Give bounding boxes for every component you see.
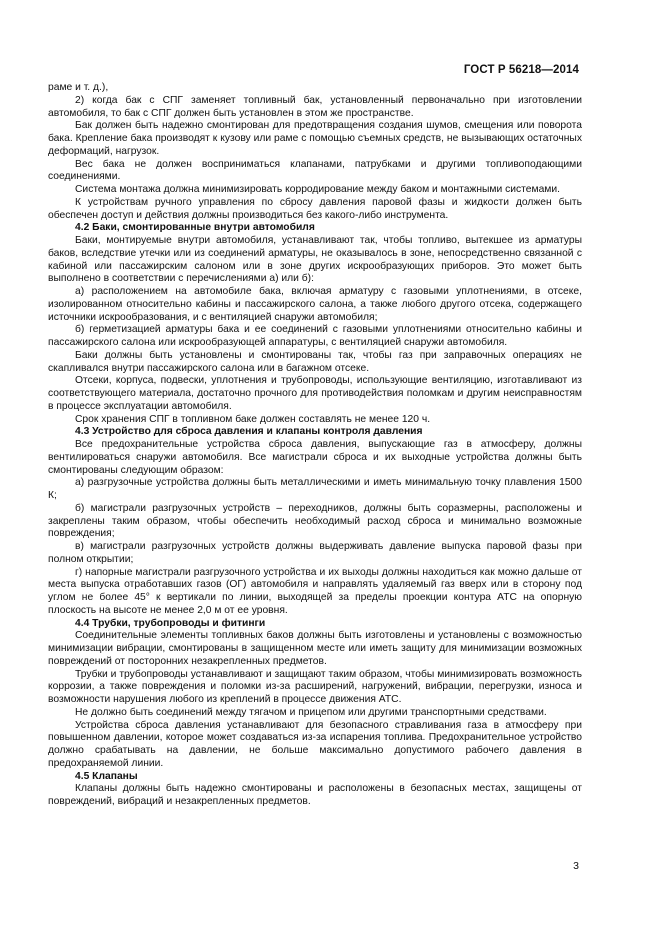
body-paragraph: Баки должны быть установлены и смонтированы так, чтобы газ при заправочных операциях не скапливался внутри пассажирского салона или в багажном отсеке. (48, 349, 582, 374)
document-body (48, 82, 582, 809)
body-paragraph: а) расположением на автомобиле бака, включая арматуру с газовыми уплотнениями, в отсеке, изолированном относительно кабины и пассажирского салона, а также любого другого отсека, содержащего источники искрообразования, и с вентиляцией снаружи автомобиля; (48, 286, 582, 323)
body-paragraph: Все предохранительные устройства сброса давления, выпускающие газ в атмосферу, должны вентилироваться снаружи автомобиля. Все магистрали сброса и их выходные устройства должны быть смонтированы следующим образом: (48, 439, 582, 476)
body-paragraph: Бак должен быть надежно смонтирован для предотвращения создания шумов, смещения или поворота бака. Крепление бака производят к кузову или раме с помощью съемных средств, не вызывающих остаточных деформаций, нагрузок. (48, 120, 582, 157)
body-paragraph: Отсеки, корпуса, подвески, уплотнения и трубопроводы, использующие вентиляцию, изготавливают из соответствующего материала, достаточно прочного для противодействия поломкам и другим неисправностям в процессе эксплуатации автомобиля. (48, 375, 582, 412)
body-paragraph: Трубки и трубопроводы устанавливают и защищают таким образом, чтобы минимизировать возможность коррозии, а также повреждения и поломки из-за расширений, нагружений, вибрации, перегрузки, износа и возможности нарушения любого из креплений в процессе движения АТС. (48, 668, 582, 705)
body-paragraph: Устройства сброса давления устанавливают для безопасного стравливания газа в атмосферу при повышенном давлении, которое может создаваться из-за испарения топлива. Предохранительное устройство должно срабатывать на давлении, не больше максимально допустимого рабочего давления в предохраняемой линии. (48, 719, 582, 769)
body-paragraph: б) герметизацией арматуры бака и ее соединений с газовыми уплотнениями относительно кабины и пассажирского салона или искрообразующей аппаратуры, с вентиляцией снаружи автомобиля. (48, 324, 582, 348)
body-paragraph: Система монтажа должна минимизировать корродирование между баком и монтажными системами. (75, 184, 560, 195)
body-paragraph: раме и т. д.), (48, 82, 109, 93)
section-heading: 4.2 Баки, смонтированные внутри автомобиля (75, 222, 315, 234)
body-paragraph: г) напорные магистрали разгрузочного устройства и их выходы должны находиться как можно дальше от места выпуска отработавших газов (ОГ) автомобиля и направлять удаляемый газ вверх или в сторону под углом не более 45° к вертикали по линии, выходящей за пределы проекции контура АТС на опорную плоскость на высоте не менее 2,0 м от ее уровня. (48, 566, 582, 616)
body-paragraph: Баки, монтируемые внутри автомобиля, устанавливают так, чтобы топливо, вытекшее из арматуры баков, вследствие утечки или из соединений арматуры, не оказывалось в зоне, непосредственно связанной с кабиной или пассажирским салоном или в зоне других искрообразующих приборов. Это может быть выполнено в соответствии с перечислениями а) или б): (48, 235, 582, 285)
body-paragraph: б) магистрали разгрузочных устройств – переходников, должны быть соразмерны, расположены и закреплены таким образом, чтобы обеспечить необходимый расход сброса и минимально возможные повреждения; (48, 502, 582, 540)
body-paragraph: Не должно быть соединений между тягачом и прицепом или другими транспортными средствами. (75, 706, 547, 718)
body-paragraph: К устройствам ручного управления по сбросу давления паровой фазы и жидкости должен быть обеспечен доступ и действия должны производиться без какого-либо инструмента. (48, 196, 582, 221)
section-heading: 4.3 Устройство для сброса давления и клапаны контроля давления (75, 426, 423, 438)
section-heading: 4.4 Трубки, трубопроводы и фитинги (75, 617, 266, 629)
body-paragraph: Вес бака не должен восприниматься клапанами, патрубками и другими топливоподающими соединениями. (48, 158, 582, 183)
body-paragraph: а) разгрузочные устройства должны быть металлическими и иметь минимальную точку плавления 1500 К; (48, 477, 582, 501)
body-paragraph: Соединительные элементы топливных баков должны быть изготовлены и установлены с возможностью минимизации вибрации, смонтированы в защищенном месте или иметь защиту для минимизации возможных повреждений от посторонних незакрепленных предметов. (48, 630, 582, 667)
section-heading: 4.5 Клапаны (75, 770, 138, 782)
body-paragraph: Срок хранения СПГ в топливном баке должен составлять не менее 120 ч. (75, 413, 431, 425)
body-paragraph: в) магистрали разгрузочных устройств должны выдерживать давление выпуска паровой фазы при полном открытии; (48, 541, 582, 565)
body-paragraph: Клапаны должны быть надежно смонтированы и расположены в безопасных местах, защищены от повреждений, вибраций и незакрепленных предметов. (48, 783, 582, 807)
document-header-standard: ГОСТ Р 56218—2014 (463, 64, 579, 76)
page-number: 3 (573, 860, 579, 872)
body-paragraph: 2) когда бак с СПГ заменяет топливный бак, установленный первоначально при изготовлении автомобиля, то бак с СПГ должен быть установлен в этом же пространстве. (48, 94, 582, 119)
